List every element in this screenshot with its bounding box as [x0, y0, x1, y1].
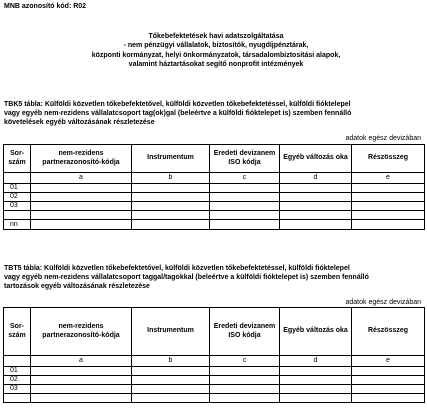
table-row: [4, 202, 425, 211]
data-cell[interactable]: [132, 367, 210, 376]
data-cell[interactable]: [210, 184, 280, 193]
report-title-line: központi kormányzat, helyi önkormányzatok, társadalombiztosítási alapok,: [91, 51, 341, 59]
data-cell[interactable]: [352, 184, 425, 193]
col-letter: c: [210, 356, 280, 367]
table-row: [4, 193, 425, 202]
data-cell[interactable]: [31, 193, 132, 202]
col-letter: d: [280, 356, 352, 367]
data-cell[interactable]: [352, 367, 425, 376]
data-cell[interactable]: [352, 211, 425, 220]
data-cell[interactable]: [132, 202, 210, 211]
data-cell[interactable]: [210, 385, 280, 394]
col-letter: a: [31, 356, 132, 367]
data-cell[interactable]: [132, 220, 210, 230]
data-cell[interactable]: [132, 211, 210, 220]
report-title-line: - nem pénzügyi vállalatok, biztosítók, nyugdíjpénztárak,: [123, 42, 309, 50]
data-cell[interactable]: [31, 376, 132, 385]
col-letter: e: [352, 173, 425, 184]
table-row: [4, 376, 425, 385]
row-number: 01: [4, 184, 31, 193]
row-number: nn: [4, 220, 31, 230]
tbt5-letter-row: [4, 356, 425, 367]
col-letter: d: [280, 173, 352, 184]
data-cell[interactable]: [352, 202, 425, 211]
data-cell[interactable]: [280, 184, 352, 193]
data-cell[interactable]: [280, 394, 352, 403]
tbk5-table-title: [4, 100, 422, 128]
data-cell[interactable]: [31, 385, 132, 394]
col-header-sorszam: Sor-szám: [4, 145, 31, 173]
row-number: 01: [4, 367, 31, 376]
col-header-partner-code: nem-rezidens partnerazonosító-kódja: [31, 145, 132, 173]
col-letter: b: [132, 356, 210, 367]
table-row: [4, 394, 425, 403]
row-number: 02: [4, 193, 31, 202]
data-cell[interactable]: [210, 367, 280, 376]
data-cell[interactable]: [132, 394, 210, 403]
data-cell[interactable]: [210, 394, 280, 403]
data-cell[interactable]: [352, 394, 425, 403]
table-row: [4, 220, 425, 230]
col-header-subtotal: Részösszeg: [352, 308, 425, 356]
report-title: [60, 32, 372, 70]
tbt5-title-line: TBT5 tábla: Külföldi közvetlen tőkebefektetővel, külföldi közvetlen tőkebefektetéssel, külföldi fióktelepel: [4, 265, 350, 272]
data-cell[interactable]: [210, 193, 280, 202]
col-letter: c: [210, 173, 280, 184]
tbt5-title-line: vagy egyéb nem-rezidens vállalatcsoport taggal/tagokkal (beleértve a külföldi fióktelepet is) szemben fennálló: [4, 274, 369, 282]
report-title-line: valamint háztartásokat segítő nonprofit intézmények: [128, 61, 304, 69]
data-cell[interactable]: [31, 202, 132, 211]
data-cell[interactable]: [210, 376, 280, 385]
tbt5-table-title: [4, 264, 422, 292]
tbk5-title-line: vagy egyéb nem-rezidens vállalatcsoport tag(ok)gal (beleértve a külföldi fióktelepet is) szemben fennálló: [4, 110, 352, 118]
col-letter: a: [31, 173, 132, 184]
data-cell[interactable]: [280, 220, 352, 230]
data-cell[interactable]: [280, 385, 352, 394]
col-header-iso-currency: Eredeti devizanem ISO kódja: [210, 145, 280, 173]
col-header-iso-currency: Eredeti devizanem ISO kódja: [210, 308, 280, 356]
col-header-subtotal: Részösszeg: [352, 145, 425, 173]
row-number: [4, 211, 31, 220]
data-cell[interactable]: [31, 394, 132, 403]
col-letter: e: [352, 356, 425, 367]
data-cell[interactable]: [352, 220, 425, 230]
data-cell[interactable]: [31, 211, 132, 220]
col-letter: [4, 173, 31, 184]
row-number: 03: [4, 385, 31, 394]
tbt5-title-line: tartozások egyéb változásának részletezése: [4, 283, 150, 291]
table-row: [4, 211, 425, 220]
col-letter: b: [132, 173, 210, 184]
data-cell[interactable]: [31, 220, 132, 230]
col-header-instrument: Instrumentum: [132, 308, 210, 356]
table-row: [4, 184, 425, 193]
tbk5-unit-note: adatok egész devizában: [345, 135, 421, 142]
data-cell[interactable]: [280, 193, 352, 202]
col-header-partner-code: nem-rezidens partnerazonosító-kódja: [31, 308, 132, 356]
col-header-change-reason: Egyéb változás oka: [280, 308, 352, 356]
tbt5-header-row: [4, 308, 425, 356]
report-title-line: Tőkebefektetések havi adatszolgáltatása: [148, 33, 284, 40]
col-header-instrument: Instrumentum: [132, 145, 210, 173]
tbt5-unit-note: adatok egész devizában: [345, 299, 421, 306]
data-cell[interactable]: [31, 184, 132, 193]
table-row: [4, 367, 425, 376]
col-header-sorszam: Sor-szám: [4, 308, 31, 356]
data-cell[interactable]: [280, 367, 352, 376]
data-cell[interactable]: [280, 376, 352, 385]
mnb-code-label: MNB azonosító kód: R02: [4, 3, 87, 10]
data-cell[interactable]: [31, 367, 132, 376]
data-cell[interactable]: [280, 202, 352, 211]
col-letter: [4, 356, 31, 367]
data-cell[interactable]: [132, 184, 210, 193]
tbk5-title-line: követelések egyéb változásának részletezése: [4, 119, 155, 127]
row-number: 02: [4, 376, 31, 385]
data-cell[interactable]: [210, 211, 280, 220]
row-number: [4, 394, 31, 403]
data-cell[interactable]: [352, 193, 425, 202]
data-cell[interactable]: [280, 211, 352, 220]
row-number: 03: [4, 202, 31, 211]
table-row: [4, 385, 425, 394]
data-cell[interactable]: [352, 385, 425, 394]
tbt5-table: [3, 307, 425, 403]
data-cell[interactable]: [132, 385, 210, 394]
data-cell[interactable]: [210, 220, 280, 230]
tbk5-letter-row: [4, 173, 425, 184]
tbk5-title-line: TBK5 tábla: Külföldi közvetlen tőkebefektetővel, külföldi közvetlen tőkebefektetéssel, külföldi fióktelepel: [4, 101, 351, 108]
data-cell[interactable]: [210, 202, 280, 211]
tbk5-table: [3, 144, 425, 230]
data-cell[interactable]: [352, 376, 425, 385]
tbk5-header-row: [4, 145, 425, 173]
data-cell[interactable]: [132, 193, 210, 202]
data-cell[interactable]: [132, 376, 210, 385]
col-header-change-reason: Egyéb változás oka: [280, 145, 352, 173]
